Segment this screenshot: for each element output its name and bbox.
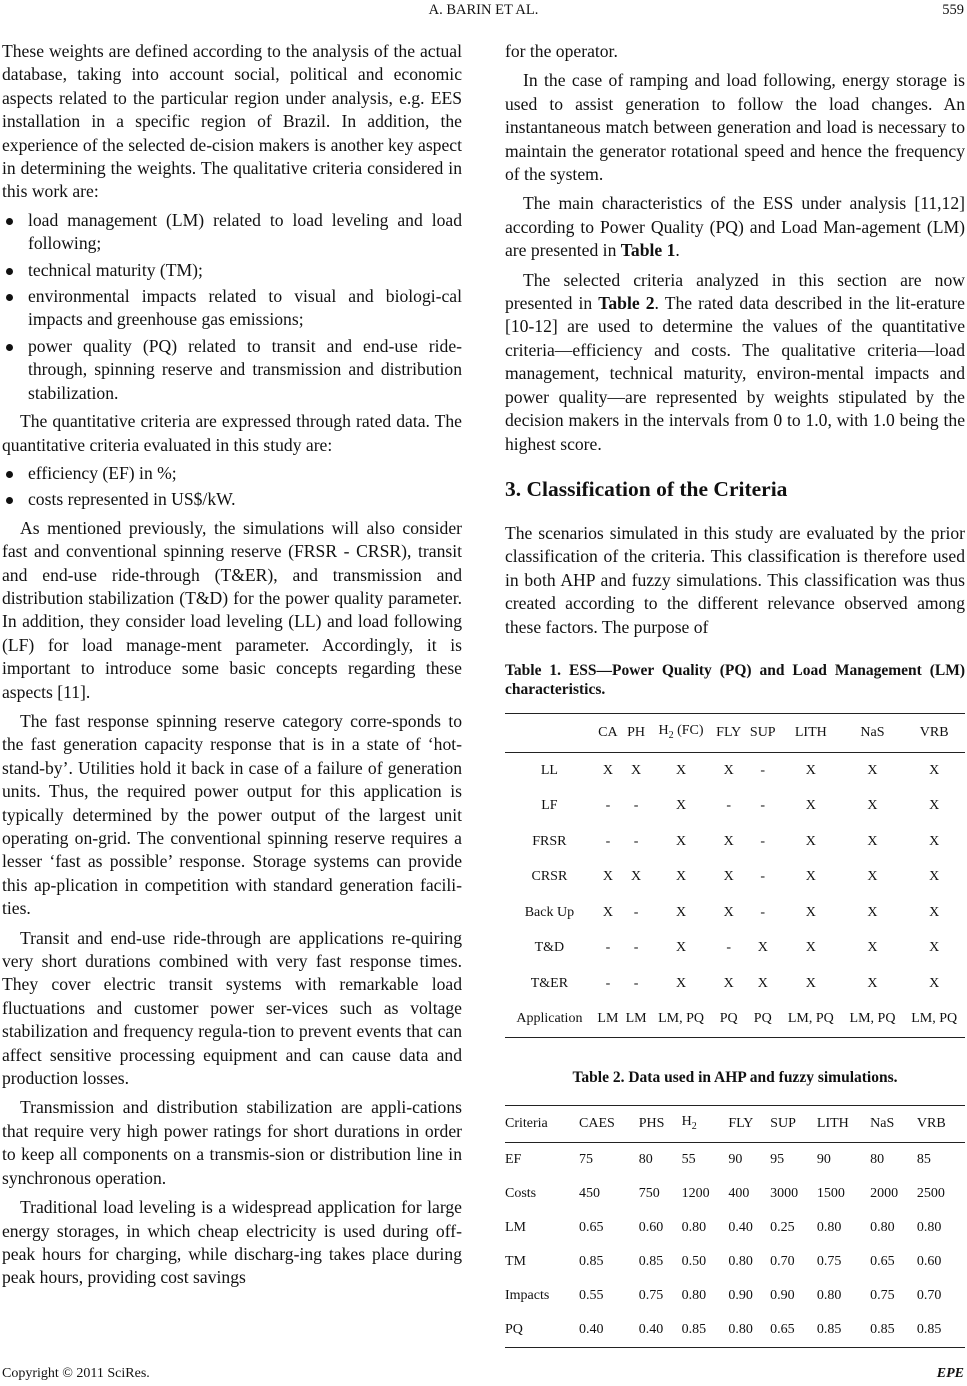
column-header <box>505 713 594 752</box>
table-cell: X <box>867 869 878 885</box>
table-cell: X <box>805 975 816 991</box>
table-row <box>505 1142 965 1177</box>
table-cell: Application <box>505 1001 594 1037</box>
table-cell: 400 <box>728 1186 750 1202</box>
table-row <box>505 752 965 788</box>
table-cell: X <box>675 798 687 814</box>
table2 <box>505 1105 965 1348</box>
table-cell: - <box>760 798 766 814</box>
table-cell: 0.75 <box>638 1288 664 1304</box>
table-cell: LL <box>540 762 558 778</box>
table-cell: 0.75 <box>816 1254 842 1270</box>
list-item: environmental impacts related to visual and biologi-cal impacts and greenhouse gas emissions; <box>2 285 462 332</box>
column-header: SUP <box>770 1105 817 1142</box>
table-body <box>505 752 965 1037</box>
paragraph: The quantitative criteria are expressed through rated data. The quantitative criteria evaluated in this study are: <box>2 411 462 455</box>
table-cell: 0.50 <box>681 1254 707 1270</box>
paragraph: These weights are defined according to the analysis of the actual database, taking into account social, political and economic aspects related to the particular region under analysis, e.g. EES installation in a specific region of Brazil. In addition, the experience of the selected de-cision makers is another key aspect in determining the weights. The qualitative criteria considered in this work are: <box>2 41 462 202</box>
table-cell: - <box>760 904 766 920</box>
table-cell: X <box>757 975 768 991</box>
table-cell: X <box>929 869 940 885</box>
table-cell: X <box>723 975 734 991</box>
table-cell: 55 <box>681 1152 696 1168</box>
table-cell: 0.80 <box>681 1288 707 1304</box>
table-cell: - <box>760 869 766 885</box>
paragraph-text: The main characteristics of the ESS under analysis [11,12] according to Power Quality (PQ) and Load Man-agement (LM) are presented in <box>505 193 965 261</box>
table-cell: 0.80 <box>728 1313 770 1348</box>
table-row <box>505 1177 965 1211</box>
table-cell: 0.65 <box>770 1313 817 1348</box>
copyright-notice: Copyright © 2011 SciRes. <box>2 1366 150 1381</box>
left-column <box>2 40 462 1290</box>
paragraph: In the case of ramping and load following, energy storage is used to assist generation to follow the load changes. An instantaneous match between generation and load is necessary to maintain the generator rotational speed and hence the frequency of the system. <box>505 70 965 185</box>
table-cell: 95 <box>770 1152 785 1168</box>
table-cell: 0.90 <box>728 1288 753 1304</box>
section-heading: 3. Classification of the Criteria <box>505 476 788 501</box>
table1-caption: Table 1. ESS—Power Quality (PQ) and Load Management (LM) characteristics. <box>505 661 965 698</box>
table-cell: TM <box>505 1254 526 1270</box>
table-cell: X <box>805 762 816 778</box>
table-cell: - <box>633 798 639 814</box>
table-cell: - <box>605 975 611 991</box>
table-cell: X <box>867 798 878 814</box>
paragraph: The scenarios simulated in this study are evaluated by the prior classification of the criteria. This classification is therefore used in both AHP and fuzzy simulations. This classification was thus created according to the different relevance observed among these factors. The purpose of <box>505 522 965 637</box>
table-cell: 3000 <box>770 1186 799 1202</box>
table-cell: 0.85 <box>870 1313 917 1348</box>
table-cell: 0.70 <box>770 1254 795 1270</box>
table-cell: X <box>867 762 878 778</box>
table-row <box>505 1211 965 1245</box>
table-cell: LF <box>541 798 558 814</box>
table-cell: X <box>602 904 613 920</box>
table-cell: 90 <box>816 1152 831 1168</box>
table-cell: X <box>675 940 687 956</box>
table-cell: PQ <box>712 1001 746 1037</box>
column-header: CAES <box>579 1105 639 1142</box>
table-cell: CRSR <box>531 869 568 885</box>
table-row <box>505 1279 965 1313</box>
table-cell: X <box>602 869 613 885</box>
qualitative-criteria-list <box>2 209 462 405</box>
table-cell: X <box>929 904 940 920</box>
table-cell: 0.60 <box>638 1220 664 1236</box>
table-cell: - <box>726 940 732 956</box>
column-header: FLY <box>712 713 746 752</box>
table-cell: X <box>675 904 687 920</box>
table-cell: Back Up <box>524 904 575 920</box>
table-cell: PQ <box>746 1001 781 1037</box>
table-cell: 0.80 <box>870 1220 895 1236</box>
table-cell: X <box>929 975 940 991</box>
table-cell: X <box>631 762 642 778</box>
table-cell: X <box>805 869 816 885</box>
running-author: A. BARIN ET AL. <box>428 2 539 18</box>
table-cell: X <box>867 940 878 956</box>
table-cell: 0.65 <box>579 1220 604 1236</box>
table-cell: LM, PQ <box>780 1001 842 1037</box>
table-cell: 1200 <box>681 1186 710 1202</box>
paragraph: As mentioned previously, the simulations will also consider fast and conventional spinning reserve (FRSR - CRSR), transit and end-use ride-through (T&ER), and transmission and distribution stabilization (T&D) for the power quality parameter. In addition, they consider load leveling (LL) and load following (LF) for load manage-ment parameter. Accordingly, it is important to introduce some basic concepts regarding these aspects [11]. <box>2 517 462 702</box>
table-cell: X <box>675 869 687 885</box>
table-cell: X <box>723 869 734 885</box>
table1 <box>505 713 965 1038</box>
right-column <box>505 40 965 1348</box>
page-header <box>0 2 967 24</box>
table-cell: 0.85 <box>817 1313 870 1348</box>
table-body <box>505 1142 965 1347</box>
paragraph: Traditional load leveling is a widespread application for large energy storages, in which cheap electricity is used during off-peak hours for charging, while discharg-ing takes place during peak hours, providing cost savings <box>2 1197 462 1288</box>
paragraph-text: The selected criteria analyzed in this section are now presented in <box>505 269 965 314</box>
list-item: power quality (PQ) related to transit and end-use ride-through, spinning reserve and transmission and distribution stabilization. <box>2 335 462 405</box>
table-cell: - <box>760 833 766 849</box>
table-cell: - <box>633 833 639 849</box>
table-cell: X <box>631 869 642 885</box>
table-reference: Table 1 <box>620 240 676 261</box>
column-header: SUP <box>746 713 781 752</box>
paragraph: Transit and end-use ride-through are applications re-quiring very short durations combined with very fast response times. They cover electric transit systems with remarkable load fluctuations and customer power ser-vices such as voltage stabilization and frequency regula-tion to prevent events that can affect sensitive processing equipment and can cause data and production losses. <box>2 927 462 1089</box>
table-cell: - <box>605 798 611 814</box>
table-cell: LM, PQ <box>903 1001 965 1037</box>
table-cell: X <box>805 833 816 849</box>
table-cell: LM <box>594 1001 622 1037</box>
table-cell: Costs <box>505 1186 537 1202</box>
paragraph: for the operator. <box>505 41 618 61</box>
table-row <box>505 788 965 824</box>
table-cell: X <box>929 833 940 849</box>
list-item: costs represented in US$/kW. <box>2 488 462 511</box>
table-cell: X <box>675 833 687 849</box>
column-header: NaS <box>870 1105 917 1142</box>
table-cell: 1500 <box>816 1186 845 1202</box>
table-cell: - <box>760 762 766 778</box>
paragraph-text: . The rated data described in the lit-erature [10-12] are used to determine the values of the quantitative criteria—efficiency and costs. The qualitative criteria—load management, technical maturity, environ-mental impacts and power quality—are represented by weights stipulated by the decision makers in the intervals from 0 to 1.0, with 1.0 being the highest score. <box>505 293 965 454</box>
table-cell: X <box>602 762 613 778</box>
table-cell: FRSR <box>532 833 567 849</box>
column-header: VRB <box>917 1105 965 1142</box>
table-cell: T&ER <box>530 975 569 991</box>
table-cell: 450 <box>579 1186 600 1202</box>
table-cell: 0.80 <box>728 1254 753 1270</box>
table-cell: 75 <box>579 1152 593 1168</box>
table-cell: - <box>726 798 732 814</box>
column-header: NaS <box>842 713 904 752</box>
table-cell: X <box>929 762 940 778</box>
table-cell: X <box>867 904 878 920</box>
table-cell: 0.80 <box>916 1220 942 1236</box>
table-cell: EF <box>505 1152 522 1168</box>
table-cell: X <box>867 975 878 991</box>
table-cell: 0.85 <box>917 1313 965 1348</box>
table-cell: X <box>805 798 816 814</box>
table-cell: 0.65 <box>870 1254 895 1270</box>
table-cell: 0.90 <box>770 1288 795 1304</box>
table-cell: - <box>605 833 611 849</box>
table-cell: 0.85 <box>579 1254 604 1270</box>
paragraph <box>505 192 965 262</box>
table-row <box>505 930 965 966</box>
table-cell: 750 <box>638 1186 660 1202</box>
table-header-row <box>505 1105 965 1142</box>
paragraph-text: . <box>675 240 680 261</box>
list-item: technical maturity (TM); <box>2 259 462 282</box>
paragraph: Transmission and distribution stabilization are appli-cations that require very high power ratings for short durations in order to keep all components on a transmis-sion or distribution line in synchronous operation. <box>2 1097 462 1188</box>
table-header-row <box>505 713 965 752</box>
table-cell: 90 <box>728 1152 743 1168</box>
table-cell: 0.85 <box>682 1313 729 1348</box>
table-cell: X <box>805 904 816 920</box>
table-reference: Table 2 <box>598 293 655 314</box>
table-cell: 2500 <box>916 1186 945 1202</box>
table-cell: X <box>675 975 687 991</box>
table-row <box>505 895 965 931</box>
paragraph <box>505 269 965 456</box>
table-cell: LM, PQ <box>842 1001 904 1037</box>
table-cell: X <box>929 940 940 956</box>
table-cell: 0.80 <box>681 1220 707 1236</box>
table-cell: - <box>633 940 639 956</box>
table-row <box>505 824 965 860</box>
column-header: PHS <box>639 1105 682 1142</box>
table-cell: 0.85 <box>638 1254 664 1270</box>
table-cell: X <box>867 833 878 849</box>
table-row <box>505 859 965 895</box>
page-number: 559 <box>942 2 964 18</box>
table-cell: 80 <box>870 1152 885 1168</box>
table-cell: 2000 <box>870 1186 899 1202</box>
table-cell: 0.55 <box>579 1288 604 1304</box>
column-header: LITH <box>817 1105 870 1142</box>
column-header: Criteria <box>505 1105 579 1142</box>
column-header: $H_2$ (FC) <box>650 713 712 752</box>
table-cell: 0.60 <box>916 1254 942 1270</box>
table-cell: X <box>723 833 734 849</box>
column-header: FLY <box>728 1105 770 1142</box>
table-row <box>505 1313 965 1348</box>
table-cell: LM <box>622 1001 650 1037</box>
paragraph: The fast response spinning reserve category corre-sponds to the fast generation capacity response that is in a state of ‘hot-stand-by’. Utilities hold it back in case of a failure of generation units. Thus, the required power output for this application is typically determined by the power output of the largest unit operating on-grid. The conventional spinning reserve requires a lesser ‘fast as possible’ response. Storage systems can provide this ap-plication in competition with standard generation facili-ties. <box>2 710 462 919</box>
list-item: efficiency (EF) in %; <box>2 462 462 485</box>
table-row <box>505 966 965 1002</box>
column-header: CA <box>594 713 622 752</box>
journal-abbreviation: EPE <box>936 1366 964 1381</box>
table-cell: 80 <box>638 1152 653 1168</box>
table-cell: 0.40 <box>639 1313 682 1348</box>
table-cell: LM <box>505 1220 526 1236</box>
table-row <box>505 1245 965 1279</box>
column-header: $H_2$ <box>682 1105 729 1142</box>
column-header: LITH <box>780 713 842 752</box>
table-cell: X <box>723 762 734 778</box>
table-cell: 0.75 <box>870 1288 895 1304</box>
table-cell: 0.70 <box>916 1288 942 1304</box>
column-header: VRB <box>903 713 965 752</box>
table-cell: T&D <box>534 940 565 956</box>
table2-caption: Table 2. Data used in AHP and fuzzy simulations. <box>572 1068 898 1086</box>
table-cell: 0.25 <box>770 1220 795 1236</box>
table-cell: X <box>757 940 768 956</box>
table-cell: X <box>929 798 940 814</box>
table-cell: - <box>605 940 611 956</box>
list-item: load management (LM) related to load leveling and load following; <box>2 209 462 256</box>
table-cell: 0.40 <box>728 1220 753 1236</box>
table-row <box>505 1001 965 1037</box>
table-cell: - <box>633 904 639 920</box>
table-cell: PQ <box>505 1313 579 1348</box>
table-cell: 0.80 <box>816 1220 842 1236</box>
table-cell: LM, PQ <box>650 1001 712 1037</box>
table-cell: Impacts <box>505 1288 550 1304</box>
quantitative-criteria-list <box>2 462 462 512</box>
table-cell: X <box>675 762 687 778</box>
table-cell: 0.40 <box>579 1313 639 1348</box>
table-cell: X <box>805 940 816 956</box>
table-cell: X <box>723 904 734 920</box>
table-cell: 85 <box>916 1152 931 1168</box>
table-cell: - <box>633 975 639 991</box>
column-header: PH <box>622 713 650 752</box>
table-cell: 0.80 <box>816 1288 842 1304</box>
